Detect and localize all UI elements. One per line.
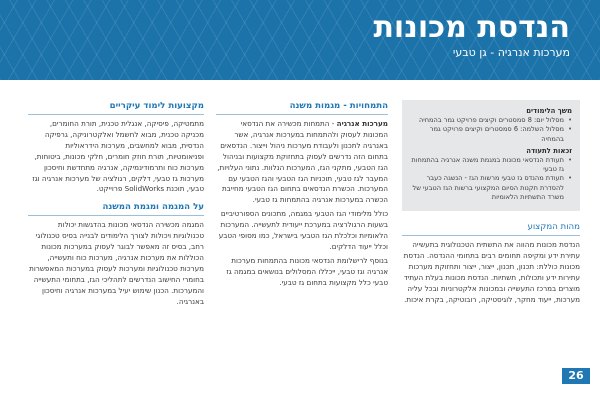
- page-title: הנדסת מכונות: [373, 10, 570, 45]
- degree-heading: זכאות לתעודה: [526, 146, 572, 155]
- duration-heading: משך הלימודים: [526, 107, 572, 115]
- specialization-heading: התמחויות - מגמות משנה: [216, 100, 388, 115]
- specialization-lead: מערכות אנרגיה: [336, 119, 388, 128]
- sector-text: המגמה מכשירה הנדסאי מכונות בהדגשות יכולות טכנולוגיות ויכולות לצורך הלימודים לבנייה בסיס טכנולוגי רחב, בסיס זה מאפשר לבוגר לעסוק במערכות מכונות הכוללות את מערכות אנרגיה, מערכות כוח ותעשייה, מערכות טכנולוגיות ומערכות לעסוק במערכות המאפשרות בחומרי החישוב הנדרשים לתהליכי הגז, בתחומי התעשייה והמערכות. הכנון שימוש יעיל במערכות אנרגיה וחיסכון באנרגיה.: [29, 220, 204, 306]
- column-right: [402, 100, 580, 308]
- info-box: [402, 100, 580, 211]
- subjects-text: מתמטיקה, פיסיקה, אנגלית טכנית, תורת החומרים, מכניקה טכנית, מבוא לחשמל ואלקטרוניקה, גרפיקה הנדסית, מבוא למחשבים, מערכות הידראוליות ופניאומטיות, תורת חוזק חומרים, חלקי מכונות, ביטוחות, מערכות כוח ותרמודינמיקה, אנרגיה מתחדשת וחיסכון מערכות גז טבעי, דלקים, רגולציה של מערכות אנרגיה וגז טבעי, תוכנת SolidWorks פרוייקט.: [32, 119, 204, 194]
- list-item: • מסלול יום: 8 סמסטרים וקיצים פרויקט גמר בהמחיה: [410, 116, 572, 125]
- specialization-text-3: בנוסף לרישלומת הנדסאי מכונות בהתמחות מערכות אנרגיה וגז טבעי, ייכללו המסלולים בנושאים במגמה גז טבעי כלל מקצועות בתחום גז טבעי.: [226, 255, 388, 287]
- specialization-text-2: כולל מלימודי הגז הטבעי במגמה, מתכונים הספורטיביים בשעות הרגולרציה במערכת ייעודית לתעשייה. המערכות הלאומיות וכלכלת הגז הטבעי בישראל, כמו מסופי הטבע וכלל ייעוד הדלקים.: [218, 209, 388, 251]
- specialization-paragraph: [216, 119, 388, 206]
- page-header: [0, 0, 600, 80]
- list-item: • תעודת מהנדס גז טבעי מרשות הגז - הנשגה כעבר להסדרת תקנות הסיום המקצועי ברשות הגז הטבעי של משרד התשתיות הלאומיות: [410, 174, 572, 202]
- page-subtitle: מערכות אנרגיה - גן טבעי: [452, 46, 570, 59]
- profession-heading: מהות המקצוע: [402, 221, 580, 236]
- page-number: 26: [562, 368, 590, 384]
- column-left: [28, 100, 204, 311]
- list-item: • מסלול השלמה: 6 סמסטרים וקיצים פרויקט גמר בהמחיה: [410, 125, 572, 143]
- specialization-text: - התמחות מכשירה את הנדסאי המכונות לעסוק ולהתמחות במערכות אנרגיה, אשר באנרגיה לתכנון ולעבודת מערכות ניהול וייצור. הנדסאים בתחום הזה נדרשים לעסוק בתחזוקת מקצועות ובניהול הגז הטבעי, מתקני הגז, המערכות הנלוות. נתוני העלויות, המעבר לגז טבעי, תוכניות הגז הטבעי והגז הטבעי עם המערכות. הכשרת הנדסאים בתחום הגז הטבעי מחייבת הכשרה במערכות אנרגיה בהתמחות גז טבעי.: [217, 119, 388, 205]
- list-item: • תעודת הנדסאי מכונות במגמת משנה אנרגיה בהתמחות גז טבעי: [410, 156, 572, 174]
- degree-list: [410, 156, 572, 202]
- column-middle: [216, 100, 388, 292]
- profession-text: הנדסת מכונות מהווה את התשתית הטכנולוגית בתעשייה עתירת ידע ומקיפה תחומים רבים בתחומי ההנדסה. הנדסת מכונות כוללת: תכנון, תכנון, ייצור, ייצור ותחזוקת מערכות עתירות ידע ותכולות, תשתיות. הנדסת מכונות בעלת העתיד מוצרים במרכז התעשייה ובמכונות אלקטרוניות ובכל עליה מערכות, ייעוד מחקר, לוגיסטיקה, רובוטיקה, בקרת איכות.: [403, 240, 580, 304]
- sector-heading: על המגמה ומגמת המשנה: [28, 201, 204, 216]
- duration-list: [410, 116, 572, 144]
- subjects-heading: מקצועות לימוד עיקריים: [28, 100, 204, 115]
